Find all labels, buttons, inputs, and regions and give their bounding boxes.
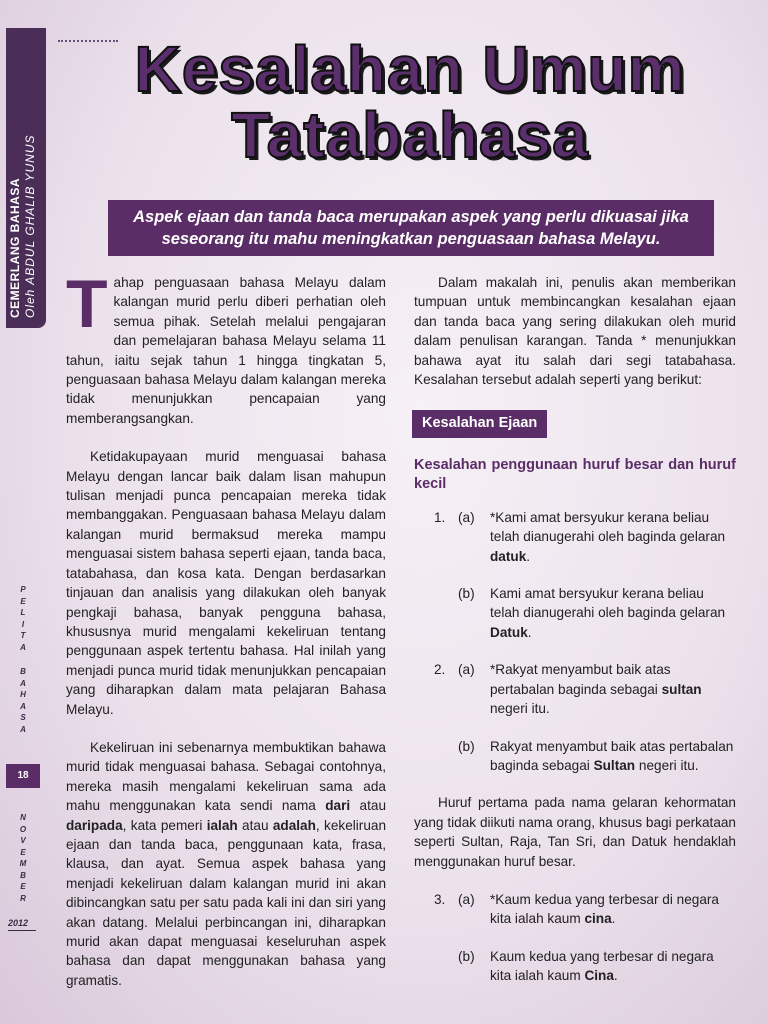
p3-part: , kata pemeri — [122, 817, 207, 833]
title-line-2: Tatabahasa — [231, 99, 589, 171]
example-2b — [414, 737, 736, 776]
paragraph-2: Ketidakupayaan murid menguasai bahasa Melayu dengan lancar baik dalam lisan mahupun tulisan menjadi punca pencapaian mereka tidak membanggakan. Penguasaan bahasa Melayu dalam kalangan murid bermaksud mereka mampu menguasai sistem bahasa seperti ejaan, tanda baca, tatabahasa, dan kosa kata. Dengan berdasarkan tinjauan dan analisis yang dilakukan oleh banyak pengkaji bahasa, banyak pengguna bahasa, khususnya murid mengalami kekeliruan tentang penggunaan aspek tertentu bahasa. Hal inilah yang menjadi punca murid tidak menunjukkan pencapaian yang diharapkan dalam mata pelajaran Bahasa Melayu. — [66, 449, 386, 717]
margin-letter: A — [20, 701, 26, 711]
margin-letter: P — [20, 585, 26, 594]
margin-letter: A — [20, 642, 26, 652]
margin-letter: L — [20, 608, 26, 617]
author-label: Oleh ABDUL GHALIB YUNUS — [23, 134, 37, 318]
margin-letter: N — [20, 813, 26, 822]
example-tail: negeri itu. — [635, 757, 699, 773]
margin-letter: B — [20, 870, 26, 880]
example-bold: Sultan — [593, 757, 636, 773]
margin-letter: E — [20, 847, 26, 857]
margin-letter: O — [19, 824, 27, 834]
example-text: *Kami amat bersyukur kerana beliau telah dianugerahi oleh baginda gelaran — [490, 509, 726, 545]
example-1a: 1. (a) *Kami amat bersyukur kerana beliau telah dianugerahi oleh baginda gelaran datuk. — [434, 509, 726, 564]
example-label: (b) — [458, 738, 475, 754]
example-bold: Datuk — [490, 624, 528, 640]
margin-letter: M — [19, 859, 27, 868]
paragraph-3 — [66, 738, 386, 990]
year-underline — [8, 930, 36, 931]
p3-bold-adalah: adalah — [272, 817, 316, 833]
magazine-name-1 — [13, 584, 33, 653]
p3-part: atau — [237, 817, 273, 833]
example-bold: cina — [584, 911, 612, 927]
issue-year: 2012 — [8, 918, 29, 928]
right-paragraph-2: Huruf pertama pada nama gelaran kehormatan yang tidak diikuti nama orang, khusus bagi perkataan seperti Sultan, Raja, Tan Sri, dan Datuk hendaklah menggunakan huruf besar. — [414, 795, 736, 869]
example-3a: 3. (a) *Kaum kedua yang terbesar di negara kita ialah kaum cina. — [434, 891, 719, 927]
lead-banner: Aspek ejaan dan tanda baca merupakan aspek yang perlu dikuasai jika seseorang itu mahu meningkatkan penguasaan bahasa Melayu. — [108, 200, 714, 256]
example-number: 2. — [434, 662, 446, 678]
issue-month — [13, 812, 33, 904]
example-bold: Cina — [584, 968, 614, 984]
p3-part: , kekeliruan ejaan dan tanda baca, penggunaan kata, frasa, klausa, dan ayat. Semua aspek bahasa yang menjadi kekeliruan dalam kalangan murid ini akan dibincangkan satu per satu pada kali ini dan siri yang akan datang. Melalui perbincangan ini, diharapkan murid akan dapat menguasai keseluruhan aspek bahasa dan dapat menggunakan bahasa yang gramatis. — [66, 817, 386, 988]
example-1b: (b) Kami amat bersyukur kerana beliau telah dianugerahi oleh baginda gelaran Datuk. — [458, 586, 726, 640]
example-label: (a) — [458, 662, 475, 678]
margin-letter: A — [20, 678, 26, 688]
example-number: 3. — [434, 891, 446, 907]
intro-text: ahap penguasaan bahasa Melayu dalam kalangan murid perlu diberi perhatian oleh semua pihak. Setelah melalui pengajaran dan pemelajaran bahasa Melayu selama 11 tahun, iaitu sejak tahun 1 hingga tingkatan 5, penguasaan bahasa Melayu dalam kalangan mereka tidak menunjukkan pencapaian yang memberangsangkan. — [66, 275, 386, 426]
margin-letter: E — [20, 596, 26, 606]
p3-bold-ialah: ialah — [206, 817, 238, 833]
side-label — [8, 38, 38, 318]
example-label: (b) — [458, 586, 475, 602]
right-paragraph-1: Dalam makalah ini, penulis akan memberikan tumpuan untuk membincangkan kesalahan ejaan dan tanda baca yang sering dilakukan oleh murid dalam penulisan karangan. Tanda * menunjukkan bahawa ayat itu salah dari segi tatabahasa. Kesalahan tersebut adalah seperti yang berikut: — [414, 275, 736, 388]
sub-heading: Kesalahan penggunaan huruf besar dan huruf kecil — [414, 456, 736, 492]
p3-bold-daripada: daripada — [66, 817, 123, 833]
margin-letter: B — [20, 667, 26, 676]
title-line-1: Kesalahan Umum — [134, 33, 686, 105]
left-column — [66, 266, 387, 1009]
right-column — [414, 273, 736, 1004]
section-heading: Kesalahan Ejaan — [412, 410, 547, 437]
margin-letter: S — [20, 713, 26, 722]
example-bold: sultan — [661, 681, 702, 697]
intro-paragraph — [66, 266, 386, 428]
p3-bold-dari: dari — [325, 798, 351, 814]
p3-part: Kekeliruan ini sebenarnya membuktikan bahawa murid tidak menguasai bahasa. Sebagai contohnya, mereka masih mengalami kekeliruan sama ada mahu menggunakan kata sendi nama — [66, 739, 386, 814]
page-number: 18 — [6, 764, 40, 788]
page-title — [80, 34, 740, 170]
example-3b: (b) Kaum kedua yang terbesar di negara kita ialah kaum Cina. — [458, 948, 714, 984]
margin-letter: E — [20, 882, 26, 891]
example-bold: datuk — [490, 548, 527, 564]
margin-letter: A — [20, 724, 26, 734]
example-label: (a) — [458, 891, 475, 907]
example-text: Kaum kedua yang terbesar di negara kita ialah kaum — [490, 948, 714, 984]
example-label: (b) — [458, 948, 475, 964]
drop-cap: T — [66, 266, 108, 342]
example-text: Rakyat menyambut baik atas pertabalan baginda sebagai — [490, 738, 734, 773]
example-tail: negeri itu. — [490, 701, 550, 717]
margin-letter: R — [20, 893, 26, 903]
example-text: Kami amat bersyukur kerana beliau telah dianugerahi oleh baginda gelaran — [490, 586, 726, 621]
margin-letter: T — [20, 631, 26, 640]
example-label: (a) — [458, 509, 475, 525]
magazine-name-2 — [13, 666, 33, 735]
example-text: *Rakyat menyambut baik atas pertabalan baginda sebagai — [490, 662, 671, 697]
margin-letter: I — [21, 619, 25, 629]
example-2a — [414, 660, 736, 718]
example-text: *Kaum kedua yang terbesar di negara kita ialah kaum — [490, 891, 719, 927]
section-side-band — [6, 28, 46, 328]
margin-letter: H — [20, 690, 26, 699]
p3-part: atau — [350, 798, 387, 814]
margin-letter: V — [20, 836, 26, 845]
example-number: 1. — [434, 509, 446, 525]
section-label: CEMERLANG BAHASA — [8, 178, 22, 318]
